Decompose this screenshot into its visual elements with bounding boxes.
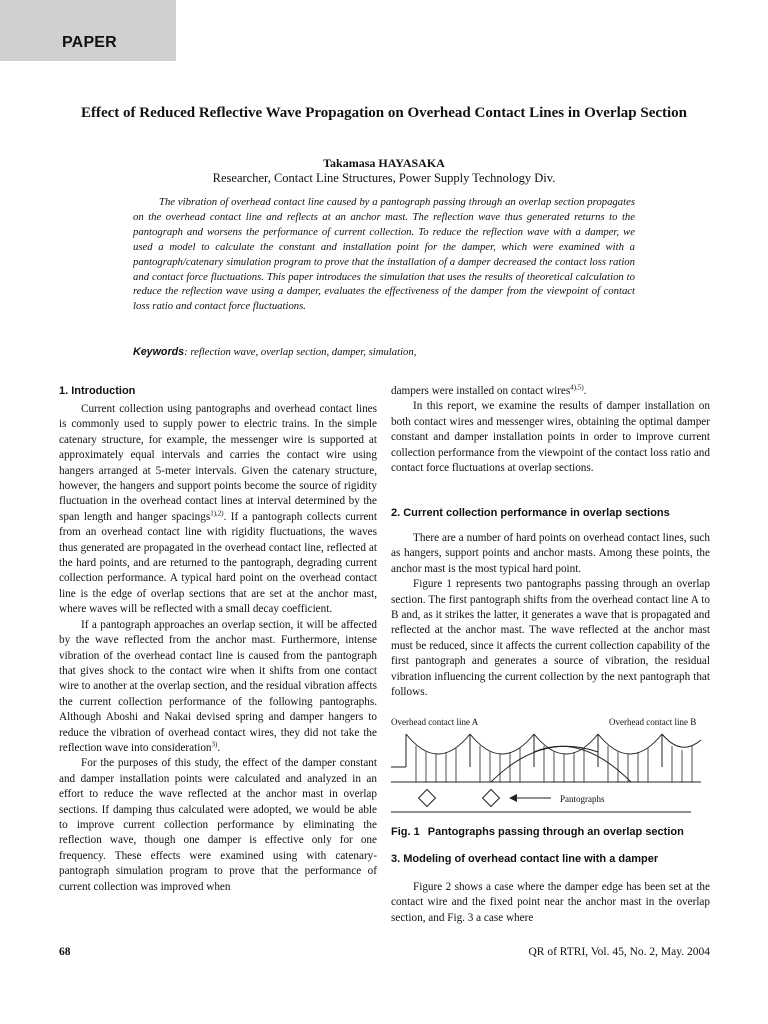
paper-tag <box>0 0 176 61</box>
paragraph: In this report, we examine the results of damper installation on both contact wires and messenger wires, obtaining the optimal damper constant and damper installation points in order to improve current collection performance from the viewpoint of the contact loss ratio and contact force fluctuations at overlap sections. <box>391 400 710 475</box>
section-1-heading: 1. Introduction <box>59 385 136 397</box>
section-2-heading: 2. Current collection performance in overlap sections <box>391 507 670 519</box>
author-affiliation: Researcher, Contact Line Structures, Power Supply Technology Div. <box>212 171 556 185</box>
figure-label-line-a: Overhead contact line A <box>391 717 479 727</box>
figure-caption <box>391 826 684 838</box>
author-name: Takamasa HAYASAKA <box>323 156 445 170</box>
messenger-wire-span <box>534 734 598 754</box>
right-column-bottom <box>391 880 710 926</box>
journal-citation: QR of RTRI, Vol. 45, No. 2, May. 2004 <box>528 946 710 958</box>
paragraph: Figure 1 represents two pantographs passing through an overlap section. The first pantograph shifts from the overhead contact line A to B and, as it strikes the latter, it generates a wave that is propagated and reflected at the anchor mast. The wave reflected at the anchor mast must be reduced, since it affects the current collection capability of the first pantograph and generates a source of vibration, the residual vibration influencing the current collection by the next pantograph that follows. <box>391 578 710 699</box>
figure-caption-text: Pantographs passing through an overlap section <box>427 826 684 838</box>
hangers <box>416 746 692 782</box>
left-column <box>59 402 377 895</box>
section-3-heading: 3. Modeling of overhead contact line with a damper <box>391 853 659 865</box>
figure-number: Fig. 1 <box>391 826 420 838</box>
citation: 1),2) <box>210 509 224 518</box>
pantograph-2 <box>483 790 500 807</box>
paper-title: Effect of Reduced Reflective Wave Propagation on Overhead Contact Lines in Overlap Section <box>80 105 688 121</box>
arrow-head <box>509 794 517 802</box>
keywords-label: Keywords <box>133 346 185 358</box>
paragraph: dampers were installed on contact wires$^{4),5)}$. <box>391 383 587 397</box>
figure-label-pantographs: Pantographs <box>560 794 605 804</box>
messenger-wire-span <box>598 734 662 754</box>
figure-1-diagram <box>391 712 711 820</box>
pantograph-1 <box>419 790 436 807</box>
keywords-text: : reflection wave, overlap section, damper, simulation, <box>184 346 417 358</box>
paragraph: Figure 2 shows a case where the damper edge has been set at the contact wire and the fixed point near the anchor mast in the overlap section, and Fig. 3 a case where <box>391 881 710 924</box>
paragraph: If a pantograph approaches an overlap section, it will be affected by the wave reflected from the anchor mast. Furthermore, intense vibration of the overhead contact line is caused from the pantograph that gives shock to the contact wire when it shifts from one contact wire to another at the overlap section, and the residual vibration affects the current collection performance of the following pantographs. Although Aboshi and Nakai devised spring and damper hangers to reduce the vibration of overhead contact wires, they did not take the reflection wave into consideration$^{3)}$. <box>59 618 377 754</box>
citation: 3) <box>211 740 218 749</box>
paragraph: There are a number of hard points on overhead contact lines, such as hangers, support points and anchor masts. Among these points, the anchor mast is the most typical hard point. <box>391 532 710 575</box>
citation: 4),5) <box>570 383 584 392</box>
figure-label-line-b: Overhead contact line B <box>609 717 697 727</box>
paragraph: Current collection using pantographs and overhead contact lines is commonly used to supply power to electric trains. In the simple catenary structure, for example, the messenger wire is supported at approximately equal intervals and carries the contact wire using hangers arranged at 5-meter intervals. Given the catenary structure, however, the hangers and support points become the source of rigidity fluctuation in the overhead contact lines at interval determined by the span length and hanger spacings$^{1),2)}$. If a pantograph collects current from an overhead contact line with rigidity fluctuations, the waves thus generated are propagated in the overhead contact line, reflected at the hard points, and are returned to the pantograph, degrading current collection performance. A typical hard point on the overhead contact line is the edge of overlap sections that are set at the anchor mast, where waves will be reflected with a small decay coefficient. <box>59 403 377 616</box>
right-column-top <box>391 384 710 476</box>
paper-tag-label: PAPER <box>62 34 117 51</box>
paragraph: For the purposes of this study, the effect of the damper constant and damper installation points were calculated and analyzed in an effort to reduce the wave reflected at the anchor mast in overlap sections. If damping thus calculated were adopted, we would be able to improve current collection performance by eliminating the reflection wave, though one damper is effective only for one frequency. These effects were examined using with catenary-pantograph simulation program to prove that the performance of current collection was improved when <box>59 757 377 893</box>
page-number: 68 <box>59 946 71 958</box>
keywords <box>133 346 635 358</box>
right-column-middle <box>391 531 710 700</box>
abstract: The vibration of overhead contact line caused by a pantograph passing through an overlap section propagates on the overhead contact line and reflects at an anchor mast. The reflection wave thus generated returns to the pantograph and worsens the performance of current collection. To reduce the reflection wave with a damper, we used a model to calculate the constant and installation point for the damper, which were examined with a pantograph/catenary simulation program to prove that the installation of a damper decreased the contact loss ration and contact force fluctuations. This paper introduces the simulation that uses the results of theoretical calculation to reduce the reflection wave using a damper, evaluates the effectiveness of the damper from the viewpoint of contact loss ratio and contact force fluctuations. <box>133 196 635 313</box>
